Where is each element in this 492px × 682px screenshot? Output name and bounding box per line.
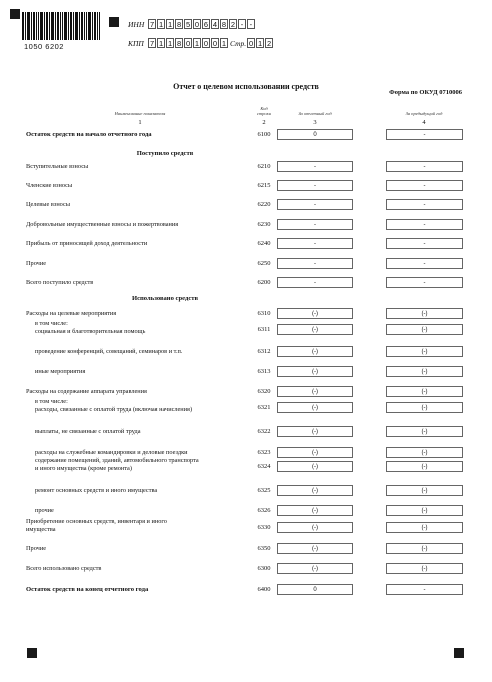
column-header-code: Код строки	[256, 106, 272, 116]
value-previous-year: (-)	[386, 308, 463, 319]
row-code: 6325	[257, 487, 271, 494]
value-current-year: -	[277, 199, 353, 210]
row-label-line: и иного имущества (кроме ремонта)	[35, 464, 132, 472]
kpp-digit: 1	[193, 38, 201, 48]
row-label-line: иные мероприятия	[35, 368, 86, 375]
row-label-line: Остаток средств на конец отчетного года	[26, 586, 149, 593]
value-current-year: 0	[277, 584, 353, 595]
row-code: 6220	[257, 201, 271, 208]
value-current-year: (-)	[277, 386, 353, 397]
row-label	[26, 260, 246, 268]
kpp-digit: 0	[202, 38, 210, 48]
row-label-line: Остаток средств на начало отчетного года	[26, 131, 152, 138]
row-label-line: Расходы на содержание аппарата управления	[26, 388, 147, 395]
form-code: Форма по ОКУД 0710006	[389, 89, 462, 96]
value-previous-year: (-)	[386, 522, 463, 533]
row-code: 6250	[257, 260, 271, 267]
value-current-year: (-)	[277, 447, 353, 458]
row-label-line: расходы на служебные командировки и деловые поездки	[35, 449, 188, 456]
row-code: 6326	[257, 507, 271, 514]
value-previous-year: (-)	[386, 346, 463, 357]
row-label	[35, 398, 245, 413]
row-label-line: прочие	[35, 507, 54, 514]
row-label-line: Всего использовано средств	[26, 565, 102, 572]
row-label-line: ремонт основных средств и иного имущества	[35, 487, 158, 494]
inn-digit: 8	[175, 19, 183, 29]
column-header-previous-year: За предыдущий год	[405, 111, 443, 116]
row-code: 6321	[257, 404, 271, 411]
kpp-digit: 1	[166, 38, 174, 48]
row-label-line: Приобретение основных средств, инвентаря и иного	[26, 518, 167, 525]
kpp-digit: 1	[220, 38, 228, 48]
inn-digit: 8	[220, 19, 228, 29]
row-label	[35, 348, 245, 356]
row-label	[26, 201, 246, 209]
row-label-line: Добровольные имущественные взносы и пожертвования	[26, 221, 179, 228]
column-number-4: 4	[422, 119, 426, 126]
row-code: 6322	[257, 428, 271, 435]
value-previous-year: (-)	[386, 505, 463, 516]
row-label	[26, 388, 246, 396]
value-previous-year: -	[386, 129, 463, 140]
value-previous-year: -	[386, 180, 463, 191]
value-previous-year: -	[386, 199, 463, 210]
row-code: 6311	[257, 326, 271, 333]
row-label-line: в том числе:	[35, 398, 68, 405]
value-previous-year: -	[386, 161, 463, 172]
value-previous-year: -	[386, 258, 463, 269]
row-code: 6330	[257, 524, 271, 531]
inn-field	[148, 19, 256, 29]
inn-label: ИНН	[128, 20, 145, 29]
row-label-line: Членские взносы	[26, 182, 73, 189]
row-label-line: содержание помещений, зданий, автомобильного транспорта	[35, 457, 199, 464]
registration-mark-top-right	[109, 17, 119, 27]
value-previous-year: (-)	[386, 461, 463, 472]
kpp-label: КПП	[128, 39, 144, 48]
value-previous-year: (-)	[386, 426, 463, 437]
row-code: 6323	[257, 449, 271, 456]
value-previous-year: -	[386, 219, 463, 230]
inn-digit: 5	[184, 19, 192, 29]
inn-digit: 6	[202, 19, 210, 29]
section-heading: Поступило средств	[136, 150, 194, 157]
value-previous-year: (-)	[386, 386, 463, 397]
row-label-line: Прочие	[26, 545, 47, 552]
page-digit: 1	[256, 38, 264, 48]
value-current-year: (-)	[277, 324, 353, 335]
row-label-line: в том числе:	[35, 320, 68, 327]
row-label	[26, 565, 246, 573]
row-label	[35, 320, 245, 335]
barcode-number: 1050 6202	[24, 42, 64, 51]
row-label-line: имущества	[26, 525, 56, 533]
kpp-digit: 0	[184, 38, 192, 48]
report-title: Отчет о целевом использовании средств	[173, 82, 319, 91]
row-code: 6313	[257, 368, 271, 375]
page-label: Стр.	[230, 39, 247, 48]
kpp-field	[148, 38, 229, 48]
row-label	[35, 428, 245, 436]
row-label	[26, 131, 246, 139]
page-digit: 2	[265, 38, 273, 48]
value-current-year: (-)	[277, 505, 353, 516]
row-code: 6400	[257, 586, 271, 593]
row-code: 6215	[257, 182, 271, 189]
value-current-year: (-)	[277, 308, 353, 319]
row-label	[26, 240, 246, 248]
inn-digit: 0	[193, 19, 201, 29]
row-label	[35, 487, 245, 495]
value-current-year: (-)	[277, 543, 353, 554]
row-label-line: Расходы на целевые мероприятия	[26, 310, 117, 317]
row-code: 6312	[257, 348, 271, 355]
value-previous-year: (-)	[386, 324, 463, 335]
inn-digit: 4	[211, 19, 219, 29]
page-digit: 0	[247, 38, 255, 48]
value-previous-year: -	[386, 277, 463, 288]
row-label	[26, 182, 246, 190]
row-label-line: Всего поступило средств	[26, 279, 94, 286]
value-current-year: (-)	[277, 426, 353, 437]
barcode	[22, 12, 100, 40]
kpp-digit: 0	[211, 38, 219, 48]
value-previous-year: -	[386, 584, 463, 595]
row-code: 6350	[257, 545, 271, 552]
value-current-year: -	[277, 238, 353, 249]
value-current-year: (-)	[277, 522, 353, 533]
inn-digit: 7	[148, 19, 156, 29]
registration-mark-bottom-right	[454, 648, 464, 658]
row-label-line: Целевые взносы	[26, 201, 71, 208]
kpp-digit: 1	[157, 38, 165, 48]
column-number-1: 1	[138, 119, 142, 126]
kpp-digit: 8	[175, 38, 183, 48]
row-code: 6100	[257, 131, 271, 138]
inn-digit: 1	[157, 19, 165, 29]
value-previous-year: (-)	[386, 543, 463, 554]
value-current-year: -	[277, 277, 353, 288]
row-label	[26, 545, 246, 553]
row-label	[35, 449, 245, 457]
row-label-line: Вступительные взносы	[26, 163, 89, 170]
kpp-digit: 7	[148, 38, 156, 48]
inn-digit: 2	[229, 19, 237, 29]
row-code: 6320	[257, 388, 271, 395]
section-heading: Использовано средств	[131, 295, 199, 302]
inn-digit: -	[238, 19, 246, 29]
value-current-year: -	[277, 219, 353, 230]
row-label	[26, 163, 246, 171]
row-label-line: выплаты, не связанные с оплатой труда	[35, 428, 141, 435]
value-previous-year: (-)	[386, 447, 463, 458]
value-current-year: (-)	[277, 402, 353, 413]
value-current-year: (-)	[277, 366, 353, 377]
value-current-year: -	[277, 258, 353, 269]
row-label-line: социальная и благотворительная помощь	[35, 327, 146, 335]
column-header-name: Наименование показателя	[114, 111, 166, 116]
inn-digit: 1	[166, 19, 174, 29]
row-label	[26, 221, 246, 229]
row-code: 6200	[257, 279, 271, 286]
value-current-year: -	[277, 180, 353, 191]
column-number-2: 2	[262, 119, 266, 126]
column-header-current-year: За отчетный год	[298, 111, 332, 116]
row-code: 6324	[257, 463, 271, 470]
row-code: 6300	[257, 565, 271, 572]
row-code: 6240	[257, 240, 271, 247]
value-current-year: (-)	[277, 563, 353, 574]
value-previous-year: (-)	[386, 485, 463, 496]
value-current-year: -	[277, 161, 353, 172]
inn-digit: -	[247, 19, 255, 29]
row-label-line: Прочие	[26, 260, 47, 267]
column-number-3: 3	[313, 119, 317, 126]
registration-mark-top-left	[10, 9, 20, 19]
row-label	[35, 457, 245, 472]
value-current-year: 0	[277, 129, 353, 140]
value-current-year: (-)	[277, 346, 353, 357]
value-current-year: (-)	[277, 461, 353, 472]
row-label	[35, 368, 245, 376]
page-number-field	[247, 38, 274, 48]
row-label	[26, 279, 246, 287]
value-previous-year: -	[386, 238, 463, 249]
row-code: 6230	[257, 221, 271, 228]
row-label	[26, 310, 246, 318]
row-code: 6210	[257, 163, 271, 170]
row-label-line: расходы, связанные с оплатой труда (включая начисления)	[35, 405, 193, 413]
value-previous-year: (-)	[386, 563, 463, 574]
row-label	[26, 518, 246, 533]
row-code: 6310	[257, 310, 271, 317]
row-label	[26, 586, 246, 594]
value-previous-year: (-)	[386, 402, 463, 413]
value-current-year: (-)	[277, 485, 353, 496]
value-previous-year: (-)	[386, 366, 463, 377]
row-label	[35, 507, 245, 515]
registration-mark-bottom-left	[27, 648, 37, 658]
row-label-line: проведение конференций, совещаний, семинаров и т.п.	[35, 348, 183, 355]
row-label-line: Прибыль от приносящей доход деятельности	[26, 240, 148, 247]
